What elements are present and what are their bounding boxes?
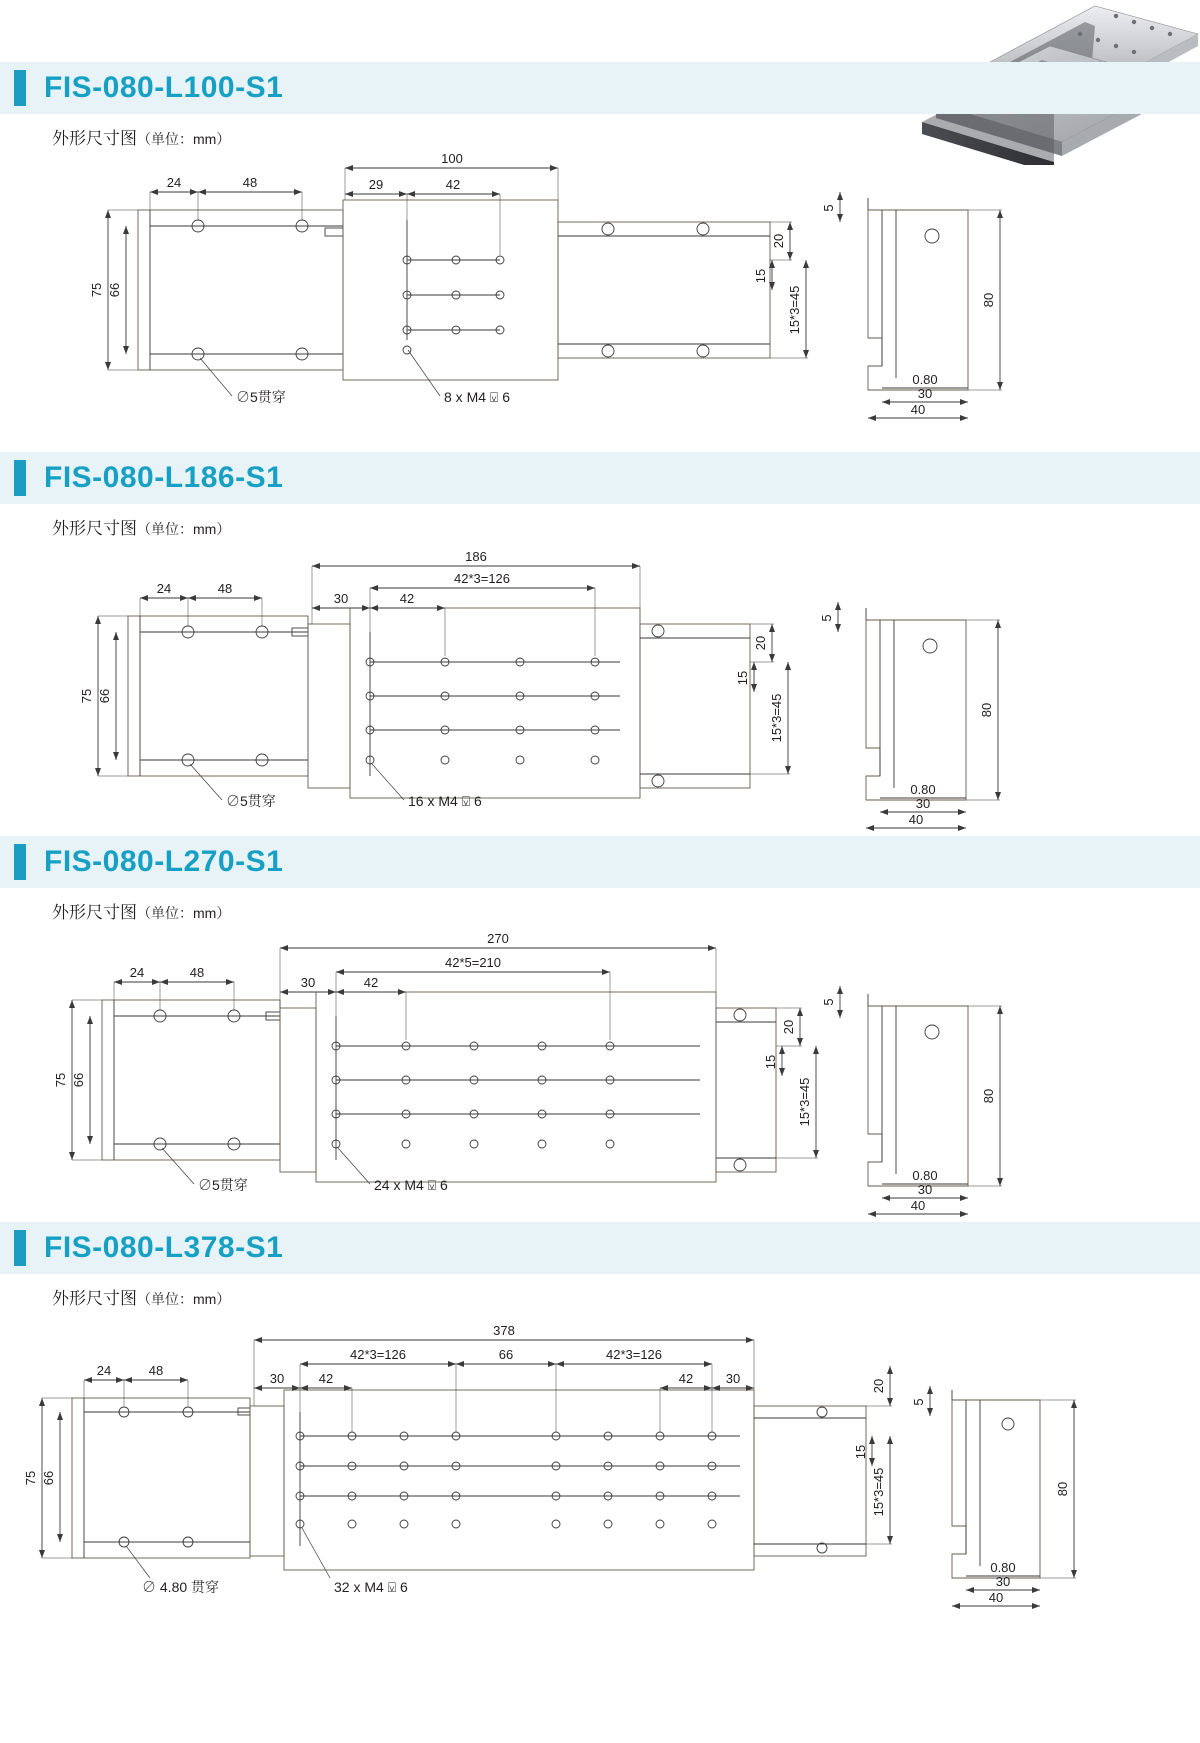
dim-right-15: 15	[753, 268, 768, 284]
dim-top-total: 186	[465, 549, 487, 564]
section-fis-080-l100-s1	[0, 62, 1200, 114]
drawing-l378	[0, 1306, 1200, 1743]
accent-bar	[14, 1230, 26, 1266]
dim-top-total: 100	[441, 151, 463, 166]
section-fis-080-l186-s1	[0, 452, 1200, 504]
dim-side-080: 0.80	[912, 372, 938, 387]
section-title: FIS-080-L378-S1	[44, 1231, 284, 1264]
subtitle-text: 外形尺寸图	[52, 1289, 137, 1308]
dim-top-pattern-right: 42*3=126	[605, 1347, 663, 1362]
dim-right-15: 15	[853, 1444, 868, 1460]
dim-top-b: 42	[318, 1371, 334, 1386]
dim-right-20: 20	[753, 635, 768, 651]
callout-hole: ∅ 4.80 贯穿	[142, 1579, 220, 1595]
dim-side-40: 40	[908, 812, 924, 827]
section-title: FIS-080-L270-S1	[44, 845, 284, 878]
subtitle-text: 外形尺寸图	[52, 519, 137, 538]
dim-right-pattern: 15*3=45	[871, 1467, 886, 1517]
dim-left-b: 48	[148, 1363, 164, 1378]
dim-top-d: 30	[725, 1371, 741, 1386]
callout-thread: 16 x M4 ⍌ 6	[408, 793, 482, 809]
accent-bar	[14, 70, 26, 106]
dim-side-30: 30	[917, 1182, 933, 1197]
dim-right-pattern: 15*3=45	[787, 285, 802, 335]
section-title: FIS-080-L100-S1	[44, 71, 284, 104]
dim-top-a: 30	[300, 975, 316, 990]
dim-side-080: 0.80	[990, 1560, 1016, 1575]
accent-bar	[14, 844, 26, 880]
dim-height-outer: 75	[53, 1072, 68, 1088]
dim-right-20: 20	[871, 1378, 886, 1394]
dim-right-pattern: 15*3=45	[769, 693, 784, 743]
dim-right-20: 20	[781, 1019, 796, 1035]
dim-height-inner: 66	[107, 282, 122, 298]
dim-left-a: 24	[166, 175, 182, 190]
section-header	[0, 452, 1200, 504]
dim-top-a: 29	[368, 177, 384, 192]
callout-hole: ∅5贯穿	[226, 793, 276, 809]
section-header	[0, 836, 1200, 888]
dim-height-outer: 75	[79, 688, 94, 704]
section-fis-080-l378-s1	[0, 1222, 1200, 1274]
subtitle-unit: （单位：mm）	[137, 521, 231, 537]
dim-right-pattern: 15*3=45	[797, 1077, 812, 1127]
drawing-l100	[0, 150, 1200, 450]
subtitle-text: 外形尺寸图	[52, 903, 137, 922]
dim-top-b: 42	[363, 975, 379, 990]
dim-side-40: 40	[910, 1198, 926, 1213]
section-header	[0, 62, 1200, 114]
dim-side-80: 80	[979, 702, 994, 718]
dim-side-30: 30	[915, 796, 931, 811]
callout-thread: 8 x M4 ⍌ 6	[444, 389, 510, 405]
dim-top-a: 30	[333, 591, 349, 606]
dim-side-80: 80	[1055, 1481, 1070, 1497]
dim-top-total: 378	[493, 1323, 515, 1338]
dim-left-b: 48	[242, 175, 258, 190]
drawing-l270	[0, 920, 1200, 1220]
dim-top-mid: 66	[498, 1347, 514, 1362]
dim-top-total: 270	[487, 931, 509, 946]
dim-top-a: 30	[269, 1371, 285, 1386]
accent-bar	[14, 460, 26, 496]
dim-side-40: 40	[988, 1590, 1004, 1605]
dim-side-080: 0.80	[910, 782, 936, 797]
callout-hole: ∅5贯穿	[236, 389, 286, 405]
dim-left-b: 48	[189, 965, 205, 980]
callout-thread: 24 x M4 ⍌ 6	[374, 1177, 448, 1193]
dim-height-inner: 66	[97, 688, 112, 704]
dim-left-a: 24	[129, 965, 145, 980]
dim-left-a: 24	[96, 1363, 112, 1378]
drawing-l186	[0, 536, 1200, 836]
dim-top-c: 42	[678, 1371, 694, 1386]
dim-left-b: 48	[217, 581, 233, 596]
dim-right-15: 15	[735, 670, 750, 686]
dim-height-inner: 66	[71, 1072, 86, 1088]
dim-side-30: 30	[917, 386, 933, 401]
callout-thread: 32 x M4 ⍌ 6	[334, 1579, 408, 1595]
subtitle-unit: （单位：mm）	[137, 905, 231, 921]
dim-top-pattern: 42*5=210	[444, 955, 502, 970]
dim-side-5: 5	[821, 204, 836, 212]
dim-height-outer: 75	[23, 1470, 38, 1486]
dim-side-40: 40	[910, 402, 926, 417]
dim-right-20: 20	[771, 233, 786, 249]
callout-hole: ∅5贯穿	[198, 1177, 248, 1193]
section-title: FIS-080-L186-S1	[44, 461, 284, 494]
subtitle-unit: （单位：mm）	[137, 131, 231, 147]
dim-left-a: 24	[156, 581, 172, 596]
dim-side-80: 80	[981, 292, 996, 308]
dim-side-5: 5	[911, 1398, 926, 1406]
dim-side-30: 30	[995, 1574, 1011, 1589]
dim-side-5: 5	[821, 998, 836, 1006]
dim-side-80: 80	[981, 1088, 996, 1104]
dim-height-inner: 66	[41, 1470, 56, 1486]
dim-right-15: 15	[763, 1054, 778, 1070]
dim-top-b: 42	[445, 177, 461, 192]
dim-top-b: 42	[399, 591, 415, 606]
section-header	[0, 1222, 1200, 1274]
dim-side-5: 5	[819, 614, 834, 622]
dim-top-pattern: 42*3=126	[453, 571, 511, 586]
subtitle-unit: （单位：mm）	[137, 1291, 231, 1307]
subtitle-row-1	[52, 124, 230, 149]
dim-side-080: 0.80	[912, 1168, 938, 1183]
subtitle-text: 外形尺寸图	[52, 129, 137, 148]
dim-top-pattern-left: 42*3=126	[349, 1347, 407, 1362]
dim-height-outer: 75	[89, 282, 104, 298]
section-fis-080-l270-s1	[0, 836, 1200, 888]
